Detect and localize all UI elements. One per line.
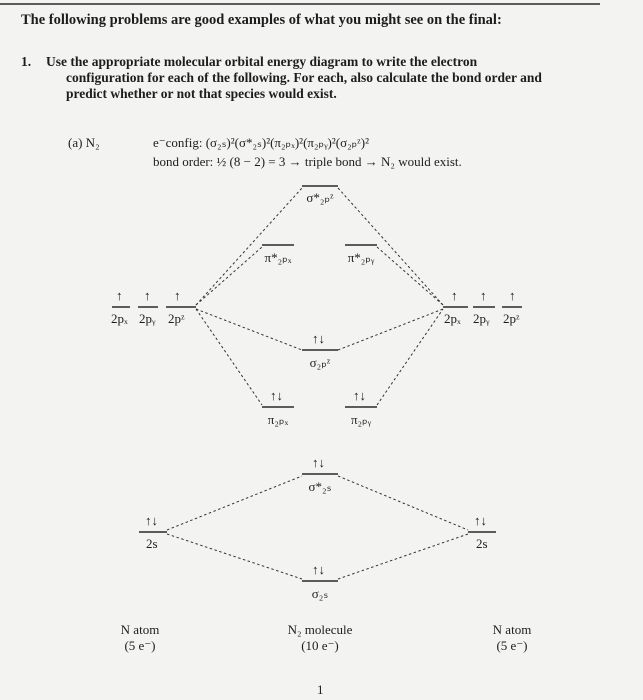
- sigma-2s-label: σ₂ₛ: [311, 586, 329, 601]
- pi-star-2px-label: π*₂ₚₓ: [264, 250, 292, 265]
- right-2py-electron: ↑: [480, 288, 487, 303]
- sigma-star-2pz-label: σ*₂ₚᶻ: [306, 190, 334, 205]
- sigma-2pz-label: σ₂ₚᶻ: [309, 355, 331, 370]
- pi-2px-electrons: ↑↓: [270, 388, 283, 403]
- right-2pz-label: 2pᶻ: [503, 311, 520, 326]
- problem-line-2: configuration for each of the following. For each, also calculate the bond order and: [66, 70, 542, 85]
- correlation-lines: [167, 188, 468, 579]
- right-atom-electrons: (5 e⁻): [496, 638, 528, 653]
- right-2s-label: 2s: [476, 536, 488, 551]
- dash-right-sigma: [338, 309, 443, 350]
- problem-line-1: Use the appropriate molecular orbital energy diagram to write the electron: [46, 54, 478, 69]
- dash-right-pi: [377, 309, 443, 405]
- pi-2py-label: π₂ₚᵧ: [350, 412, 372, 427]
- dash-right-2s-sigma: [338, 534, 468, 579]
- orbital-levels: [112, 186, 522, 581]
- left-atom-label: N atom: [120, 622, 160, 637]
- dash-right-pi-star: [377, 247, 443, 305]
- bond-order: bond order: ½ (8 − 2) = 3 → triple bond → N₂ would exist.: [153, 154, 462, 169]
- dash-left-sigma-star: [196, 188, 302, 305]
- pi-2px-label: π₂ₚₓ: [267, 412, 289, 427]
- left-2s-label: 2s: [146, 536, 158, 551]
- page-number: 1: [317, 682, 324, 697]
- pi-star-2py-label: π*₂ₚᵧ: [347, 250, 375, 265]
- right-2px-electron: ↑: [451, 288, 458, 303]
- part-a-label: (a) N₂: [68, 135, 100, 150]
- molecule-label: N₂ molecule: [287, 622, 353, 637]
- left-2s-electrons: ↑↓: [145, 513, 158, 528]
- problem-line-3: predict whether or not that species would exist.: [66, 86, 337, 101]
- dash-left-pi: [196, 309, 262, 405]
- left-2py-label: 2pᵧ: [139, 311, 156, 326]
- sigma-star-2s-label: σ*₂ₛ: [308, 479, 332, 494]
- right-2s-electrons: ↑↓: [474, 513, 487, 528]
- problem-number: 1.: [21, 54, 32, 69]
- right-2py-label: 2pᵧ: [473, 311, 490, 326]
- sigma-2s-electrons: ↑↓: [312, 562, 325, 577]
- sigma-2pz-electrons: ↑↓: [312, 331, 325, 346]
- electron-config: e⁻config: (σ₂ₛ)²(σ*₂ₛ)²(π₂ₚₓ)²(π₂ₚᵧ)²(σ₂ₚᶻ)²: [153, 135, 369, 150]
- molecule-electrons: (10 e⁻): [301, 638, 339, 653]
- dash-left-pi-star: [196, 247, 262, 305]
- right-atom-label: N atom: [492, 622, 532, 637]
- left-2pz-electron: ↑: [174, 288, 181, 303]
- dash-left-2s-sigma-star: [167, 476, 302, 530]
- sigma-star-2s-electrons: ↑↓: [312, 455, 325, 470]
- dash-right-sigma-star: [338, 188, 443, 305]
- dash-left-2s-sigma: [167, 534, 302, 579]
- pi-2py-electrons: ↑↓: [353, 388, 366, 403]
- dash-right-2s-sigma-star: [338, 476, 468, 530]
- left-2py-electron: ↑: [144, 288, 151, 303]
- page-header: The following problems are good examples of what you might see on the final:: [21, 12, 502, 28]
- left-2px-electron: ↑: [116, 288, 123, 303]
- left-2pz-label: 2pᶻ: [168, 311, 185, 326]
- right-2px-label: 2pₓ: [444, 311, 461, 326]
- left-2px-label: 2pₓ: [111, 311, 128, 326]
- left-atom-electrons: (5 e⁻): [124, 638, 156, 653]
- right-2pz-electron: ↑: [509, 288, 516, 303]
- dash-left-sigma: [196, 309, 302, 350]
